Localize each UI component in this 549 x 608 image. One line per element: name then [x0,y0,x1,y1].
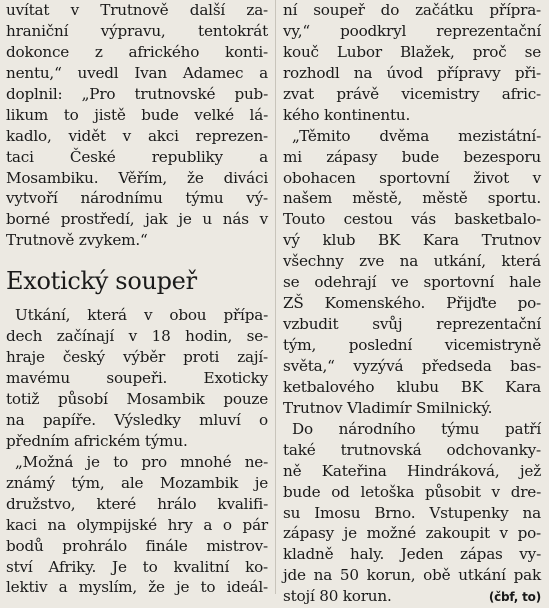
text-line: kouč Lubor Blažek, proč se [283,42,541,61]
text-line: nentu,“ uvedl Ivan Adamec a [6,63,268,82]
text-line: taci České republiky a [6,147,268,166]
text-line: družstvo, které hrálo kvalifi- [6,494,268,513]
column-right-text [283,0,541,586]
text-line: uvítat v Trutnově další za- [6,1,268,19]
text-line: Trutnov Vladimír Smilnický. [283,398,493,417]
text-line: se odehrají ve sportovní hale [283,273,541,292]
text-line: dech začínají v 18 hodin, se- [6,327,268,346]
text-line: likum to jistě bude velké lá- [6,105,268,124]
text-line: bodů prohrálo finále mistrov- [6,536,268,555]
column-divider [275,0,276,594]
text-line: rozhodl na úvod přípravy při- [283,63,541,82]
text-line: borné prostředí, jak je u nás v [6,210,268,229]
text-line: ketbalového klubu BK Kara [283,377,541,396]
text-line: všechny zve na utkání, která [283,252,541,271]
text-line: totiž působí Mosambik pouze [6,390,268,408]
text-line: Touto cestou vás basketbalo- [283,210,541,229]
text-line: vý klub BK Kara Trutnov [283,231,541,250]
text-line: kého kontinentu. [283,105,411,124]
text-line: na papíře. Výsledky mluví o [6,410,268,429]
text-line: Utkání, která v obou přípa- [15,306,268,325]
column-left-top-text [6,0,268,251]
text-line: zvat právě vicemistry afric- [283,84,541,103]
text-line: jde na 50 korun, obě utkání pak [283,566,541,585]
text-line: předním africkém týmu. [6,431,188,450]
text-line: také trutnovská odchovanky- [283,440,541,459]
text-line: dokonce z afrického konti- [6,42,268,61]
text-line: „Možná je to pro mnohé ne- [15,452,268,471]
text-line: ZŠ Komenského. Přijďte po- [283,294,541,313]
text-line: zápasy je možné zakoupit v po- [283,524,541,543]
text-line: su Imosu Brno. Vstupenky na [283,503,541,522]
final-sentence: stojí 80 korun. [283,587,392,606]
text-line: kadlo, vidět v akci reprezen- [6,126,268,145]
text-line: ně Kateřina Hindráková, jež [283,461,541,480]
text-line: Trutnově zvykem.“ [6,231,148,250]
text-line: doplnil: „Pro trutnovské pub- [6,84,268,103]
column-left-bottom-text [6,305,268,598]
text-line: bude od letoška působit v dre- [283,482,541,501]
text-line: lektiv a myslím, že je to ideál- [6,578,268,597]
text-line: známý tým, ale Mozambik je [6,473,268,492]
text-line: Do národního týmu patří [292,419,541,438]
text-line: ní soupeř do začátku přípra- [283,1,541,19]
article-column-left [6,0,268,597]
text-line: mavému soupeři. Exoticky [6,369,268,388]
text-line: kladně haly. Jeden zápas vy- [283,545,541,564]
article-column-right [283,0,541,606]
text-line: kaci na olympijské hry a o pár [6,515,268,534]
text-line: hraniční výpravu, tentokrát [6,21,268,40]
text-line: mi zápasy bude bezesporu [283,147,541,166]
section-heading: Exotický soupeř [6,267,197,296]
text-line: našem městě, městě sportu. [283,189,541,208]
article-final-line [283,586,541,607]
text-line: vytvoří národnímu týmu vý- [6,189,268,208]
text-line: hraje český výběr proti zají- [6,348,268,367]
text-line: tým, poslední vicemistryně [283,336,541,354]
text-line: světa,“ vyzývá předseda bas- [283,356,541,375]
text-line: vzbudit svůj reprezentační [283,315,541,334]
text-line: obohacen sportovní život v [283,168,541,187]
text-line: vy,“ poodkryl reprezentační [283,21,541,40]
text-line: ství Afriky. Je to kvalitní ko- [6,557,268,576]
text-line: Mosambiku. Věřím, že diváci [6,168,268,187]
text-line: „Těmito dvěma mezistátní- [292,126,541,145]
author-byline: (čbf, to) [488,590,541,605]
